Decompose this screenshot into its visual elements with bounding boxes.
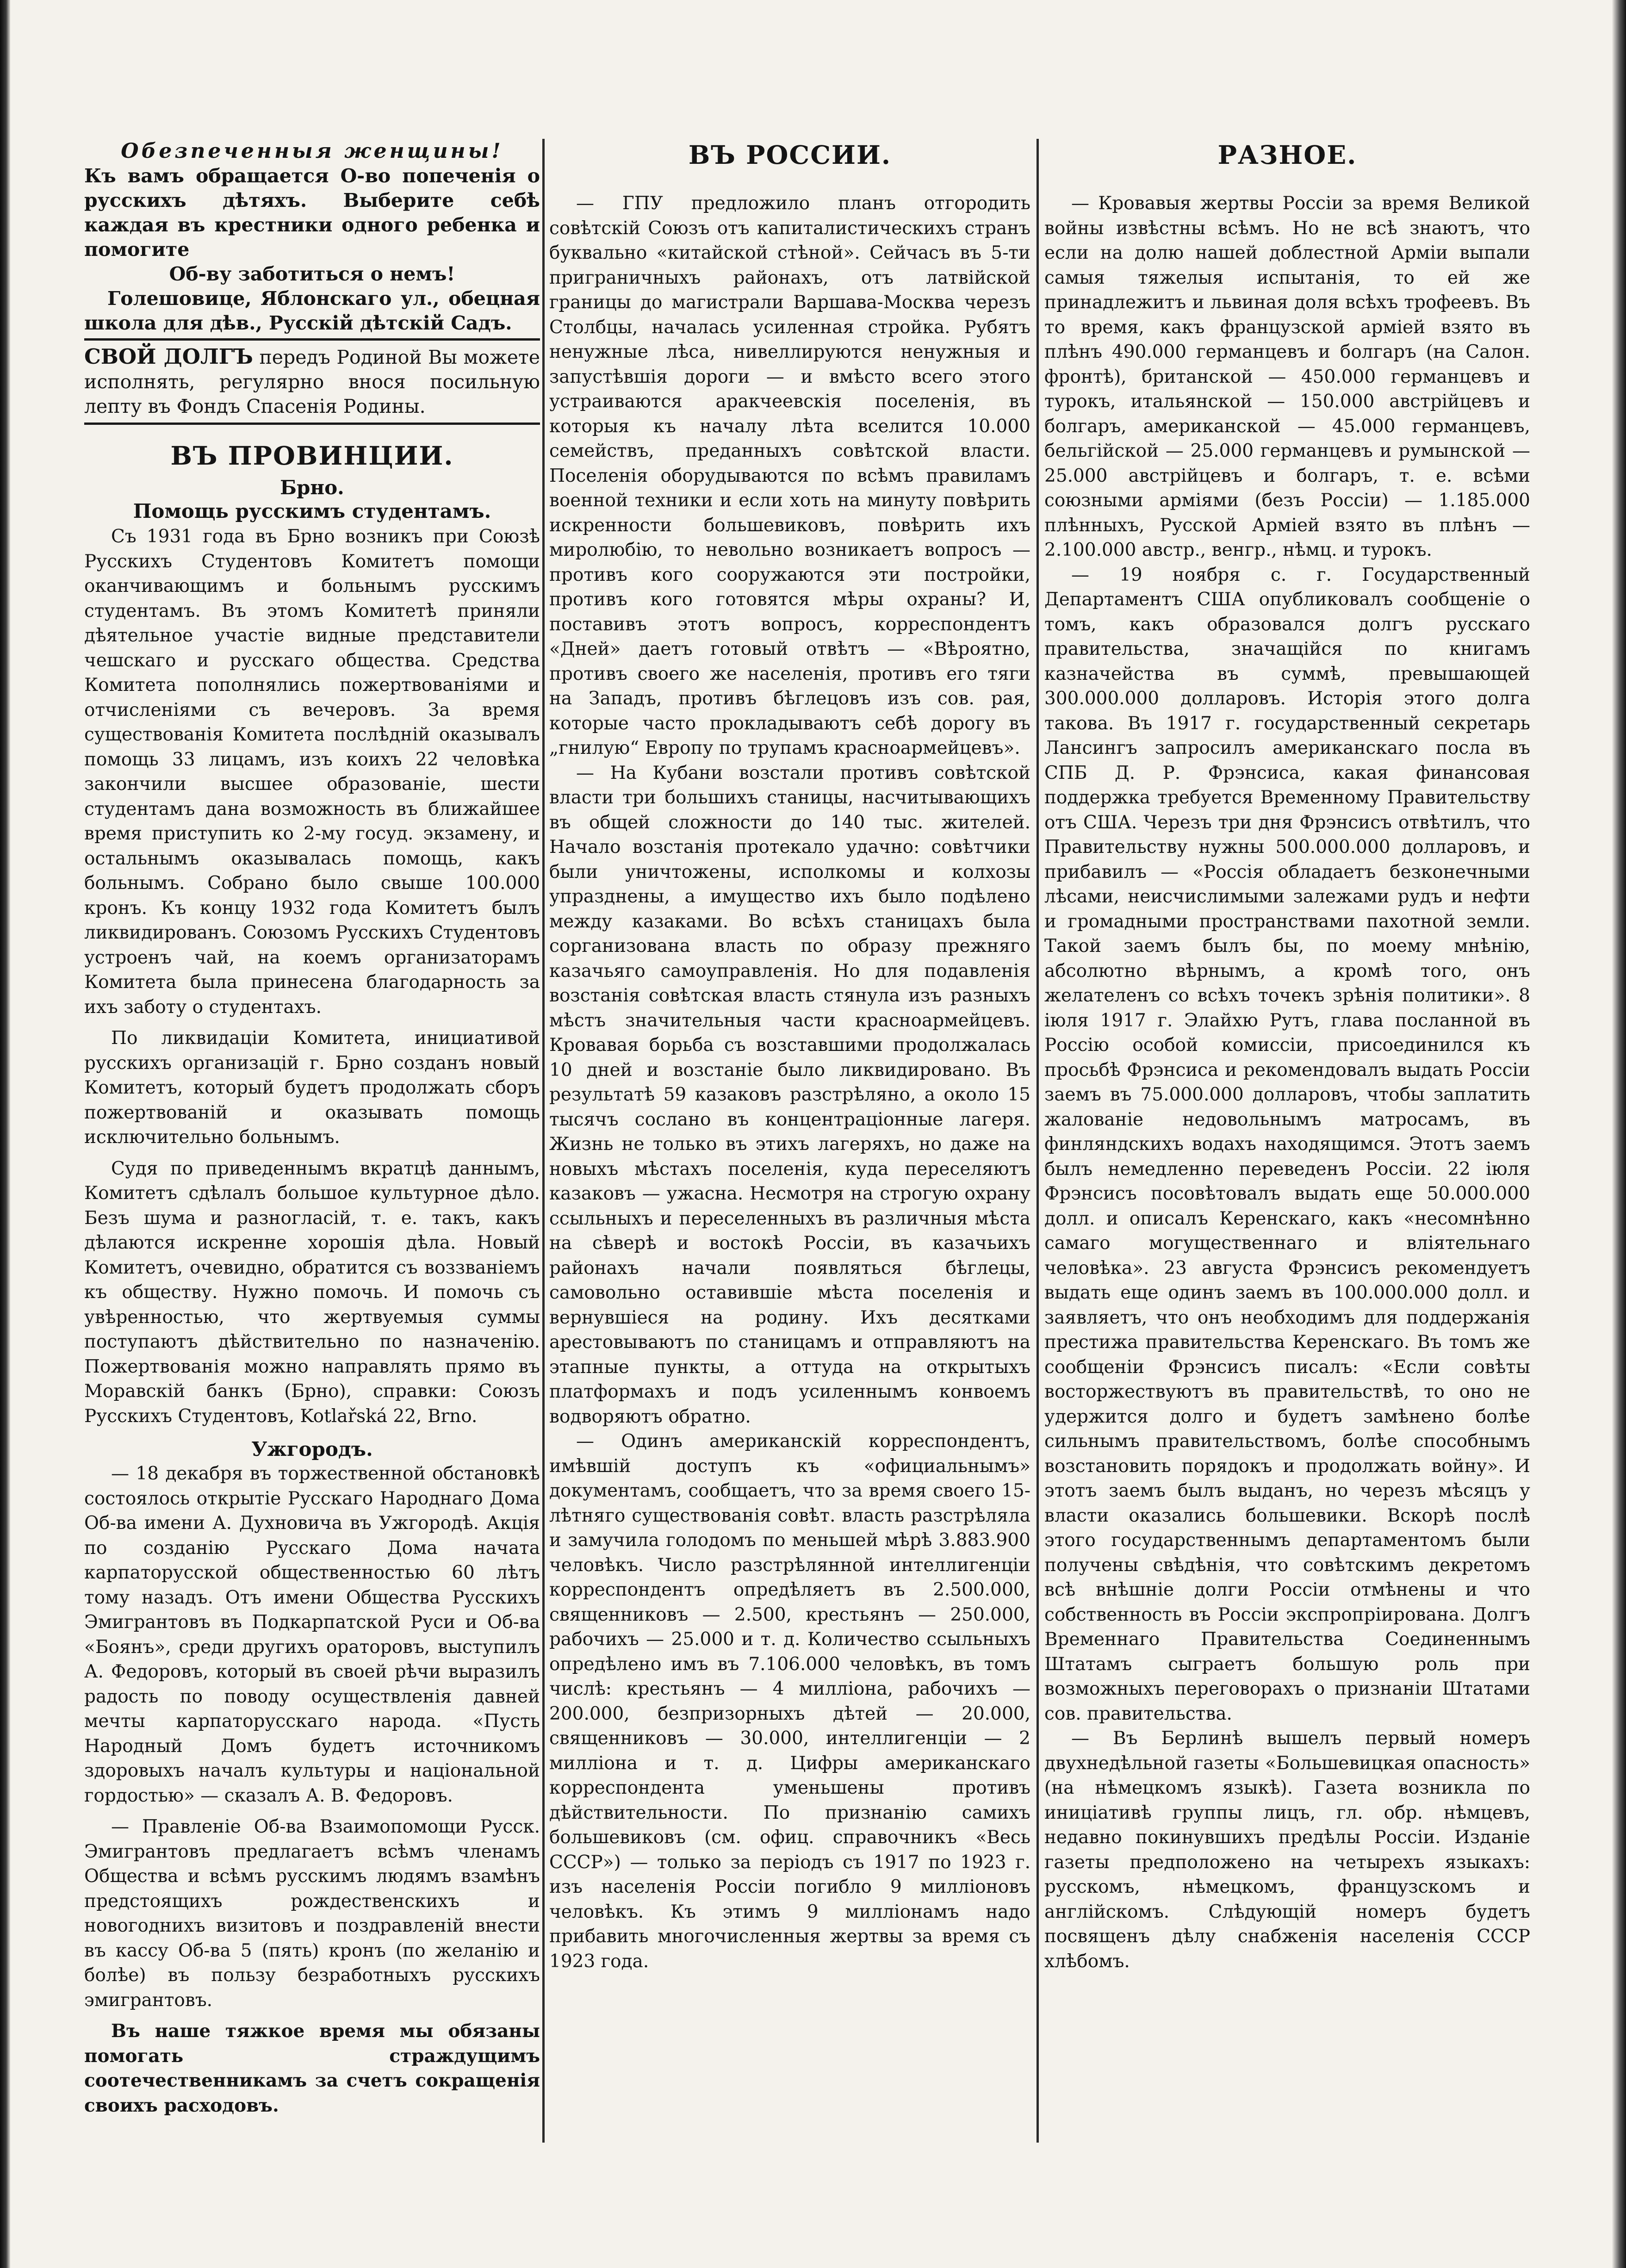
article-paragraph: — 18 декабря въ торжественной обстановкѣ состоялось открытіе Русскаго Народнаго Дома Об-ва имени А. Духновича въ Ужгородѣ. Акція по созданію Русскаго Дома начата карпаторусской общественностью 60 лѣтъ тому назадъ. Отъ имени Общества Русскихъ Эмигрантовъ въ Подкарпатской Руси и Об-ва «Боянъ», среди другихъ ораторовъ, выступилъ А. Федоровъ, который въ своей рѣчи выразилъ радость по поводу осуществленія давней мечты карпаторусскаго народа. «Пусть Народный Домъ будетъ источникомъ здоровыхъ началъ культуры и національной гордостью» — сказалъ А. В. Федоровъ.: [84, 1463, 540, 1806]
appeal-body: Къ вамъ обращается О-во попеченія о русскихъ дѣтяхъ. Выберите себѣ каждая въ крестники одного ребенка и помогите: [84, 165, 540, 261]
article-paragraph: По ликвидаціи Комитета, инициативой русскихъ организацій г. Брно созданъ новый Комитетъ, который будетъ продолжать сборъ пожертвованій и оказывать помощь исключительно больнымъ.: [84, 1028, 540, 1148]
section-title-provinces: ВЪ ПРОВИНЦИИ.: [170, 441, 454, 471]
appeal-body-end: Об-ву заботиться о немъ!: [169, 263, 455, 285]
news-item: — Одинъ американскій корреспондентъ, имѣвшій доступъ къ «официальнымъ» документамъ, сообщаетъ, что за время своего 15-лѣтняго существованія совѣт. власть разстрѣляла и замучила голодомъ по меньшей мѣрѣ 3.883.900 человѣкъ. Число разстрѣлянной интеллигенціи корреспондентъ опредѣляетъ въ 2.500.000, священниковъ — 2.500, крестьянъ — 250.000, рабочихъ — 25.000 и т. д. Количество ссыльныхъ опредѣлено имъ въ 7.106.000 человѣкъ, въ томъ числѣ: крестьянъ — 4 милліона, рабочихъ — 200.000, безпризорныхъ дѣтей — 20.000, священниковъ — 30.000, интеллигенціи — 2 милліона и т. д. Цифры американскаго корреспондента уменьшены противъ дѣйствительности. По признанію самихъ большевиковъ (см. офиц. справочникъ «Весь СССР») — только за періодъ съ 1917 по 1923 г. изъ населенія Россіи погибло 9 милліоновъ человѣкъ. Къ этимъ 9 милліонамъ надо прибавить многочисленныя жертвы за время съ 1923 года.: [549, 1431, 1030, 1972]
article-title-student-aid: Помощь русскимъ студентамъ.: [133, 500, 491, 522]
news-item: — 19 ноября с. г. Государственный Департаментъ США опубликовалъ сообщеніе о томъ, какъ образовался долгъ русскаго правительства, значащійся по книгамъ казначейства въ суммѣ, превышающей 300.000.000 долларовъ. Исторія этого долга такова. Въ 1917 г. государственный секретарь Лансингъ запросилъ американскаго посла въ СПБ Д. Р. Фрэнсиса, какая финансовая поддержка требуется Временному Правительству отъ США. Черезъ три дня Фрэнсисъ отвѣтилъ, что Правительству нужны 500.000.000 долларовъ, и прибавилъ — «Россія обладаетъ безконечными лѣсами, неисчислимыми залежами рудъ и нефти и громадными пространствами пахотной земли. Такой заемъ былъ бы, по моему мнѣнію, абсолютно вѣрнымъ, а кромѣ того, онъ желателенъ со всѣхъ точекъ зрѣнія политики». 8 іюля 1917 г. Элайхю Рутъ, глава посланной въ Россію особой комиссіи, присоединился къ просьбѣ Фрэнсиса и рекомендовалъ выдать Россіи заемъ въ 75.000.000 долларовъ, чтобы заплатить жалованіе недовольнымъ матросамъ, въ финляндскихъ водахъ находящимся. Этотъ заемъ былъ немедленно переведенъ Россіи. 22 іюля Фрэнсисъ посовѣтовалъ выдать еще 50.000.000 долл. и описалъ Керенскаго, какъ «несомнѣнно самаго могущественнаго и вліятельнаго человѣка». 23 августа Фрэнсисъ рекомендуетъ выдать еще одинъ заемъ въ 100.000.000 долл. и заявляетъ, что онъ необходимъ для поддержанія престижа правительства Керенскаго. Въ томъ же сообщеніи Фрэнсисъ писалъ: «Если совѣты восторжествуютъ въ правительствѣ, то оно не удержится долго и будетъ замѣнено болѣе сильнымъ правительствомъ, болѣе способнымъ возстановить порядокъ и продолжать войну». И этотъ заемъ былъ выданъ, но черезъ мѣсяцъ у власти оказались большевики. Вскорѣ послѣ этого государственнымъ департаментомъ были получены свѣдѣнія, что совѣтскимъ декретомъ всѣ внѣшніе долги Россіи отмѣнены и что собственность въ Россіи экспропріирована. Долгъ Временнаго Правительства Соединеннымъ Штатамъ сыграетъ большую роль при возможныхъ переговорахъ о признаніи Штатами сов. правительства.: [1044, 564, 1530, 1724]
appeal-title: Обезпеченныя женщины!: [121, 139, 503, 163]
column-right: [1044, 106, 1530, 2161]
city-heading-uzhgorod: Ужгородъ.: [251, 1438, 373, 1460]
newspaper-page: [10, 0, 1616, 2268]
closing-appeal: Въ наше тяжкое время мы обязаны помогать страждущимъ соотечественникамъ за счетъ сокращенія своихъ расходовъ.: [84, 2020, 540, 2116]
scan-left-edge: [0, 0, 10, 2268]
news-item: — Кровавыя жертвы Россіи за время Великой войны извѣстны всѣмъ. Но не всѣ знаютъ, что если на долю нашей доблестной Арміи выпали самыя тяжелыя испытанія, то ей же принадлежитъ и львиная доля всѣхъ трофеевъ. Въ то время, какъ французской арміей взято въ плѣнъ 490.000 германцевъ и болгаръ (на Салон. фронтѣ), британской — 450.000 германцевъ и турокъ, итальянской — 150.000 австрійцевъ и болгаръ, американской — 45.000 германцевъ, бельгійской — 25.000 германцевъ и румынской — 25.000 австрійцевъ и болгаръ, т. е. всѣми союзными арміями (безъ Россіи) — 1.185.000 плѣнныхъ, Русской Арміей взято въ плѣнъ — 2.100.000 австр., венгр., нѣмц. и турокъ.: [1044, 193, 1530, 560]
news-item: — На Кубани возстали противъ совѣтской власти три большихъ станицы, насчитывающихъ въ общей сложности до 140 тыс. жителей. Начало возстанія протекало удачно: совѣтчики были уничтожены, исполкомы и колхозы упразднены, а имущество ихъ было подѣлено между казаками. Во всѣхъ станицахъ была сорганизована власть по образу прежняго казачьяго самоуправленія. Но для подавленія возстанія совѣтская власть стянула изъ разныхъ мѣстъ значительныя части красноармейцевъ. Кровавая борьба съ возставшими продолжалась 10 дней и возстаніе было ликвидировано. Въ результатѣ 59 казаковъ разстрѣляно, а около 15 тысячъ сослано въ концентраціонные лагеря. Жизнь не только въ этихъ лагеряхъ, но даже на новыхъ мѣстахъ поселенія, куда переселяютъ казаковъ — ужасна. Несмотря на строгую охрану ссыльныхъ и переселенныхъ въ различныя мѣста на сѣверѣ и востокѣ Россіи, въ казачьихъ районахъ начали появляться бѣглецы, самовольно оставившіе мѣста поселенія и вернувшіеся на родину. Ихъ десятками арестовываютъ по станицамъ и отправляютъ на этапные пункты, а оттуда на открытыхъ платформахъ и подъ усиленнымъ конвоемъ водворяютъ обратно.: [549, 762, 1030, 1427]
duty-text: передъ Родиной Вы можете исполнять, регулярно внося посильную лепту въ Фондъ Спасенія Родины.: [84, 346, 540, 417]
appeal-block: [84, 139, 540, 425]
scan-right-edge: [1612, 0, 1626, 2268]
article-paragraph: Съ 1931 года въ Брно возникъ при Союзѣ Русскихъ Студентовъ Комитетъ помощи оканчивающимъ и больнымъ русскимъ студентамъ. Въ этомъ Комитетѣ приняли дѣятельное участіе видные представители чешскаго и русскаго общества. Средства Комитета пополнялись пожертвованіями и отчисленіями съ вечеровъ. За время существованія Комитета послѣдній оказывалъ помощь 33 лицамъ, изъ коихъ 22 человѣка закончили высшее образованіе, шести студентамъ дана возможность въ ближайшее время приступить ко 2-му госуд. экзамену, и остальнымъ оказывалась помощь, какъ больнымъ. Собрано было свыше 100.000 кронъ. Къ концу 1932 года Комитетъ былъ ликвидированъ. Союзомъ Русскихъ Студентовъ устроенъ чай, на коемъ организаторамъ Комитета была принесена благодарность за ихъ заботу о студентахъ.: [84, 526, 540, 1018]
column-divider-1: [542, 139, 545, 2143]
article-paragraph: Судя по приведеннымъ вкратцѣ даннымъ, Комитетъ сдѣлалъ большое культурное дѣло. Безъ шума и разногласій, т. е. такъ, какъ дѣлаются искренне хорошія дѣла. Новый Комитетъ, очевидно, обратится съ воззваніемъ къ обществу. Нужно помочь. И помочь съ увѣренностью, что жертвуемыя суммы поступаютъ дѣйствительно по назначенію. Пожертвованія можно направлять прямо въ Моравскій банкъ (Брно), справки: Союзъ Русскихъ Студентовъ, Kotlařská 22, Brno.: [84, 1158, 540, 1427]
section-title-russia: ВЪ РОССИИ.: [688, 140, 892, 170]
article-paragraph: — Правленіе Об-ва Взаимопомощи Русск. Эмигрантовъ предлагаетъ всѣмъ членамъ Общества и всѣмъ русскимъ людямъ взамѣнъ предстоящихъ рождественскихъ и новогоднихъ визитовъ и поздравленій внести въ кассу Об-ва 5 (пять) кронъ (по желанію и болѣе) въ пользу безработныхъ русскихъ эмигрантовъ.: [84, 1816, 540, 2011]
appeal-address: Голешовице, Яблонскаго ул., обецная школа для дѣв., Русскій дѣтскій Садъ.: [84, 286, 540, 341]
column-middle: [549, 106, 1030, 2161]
duty-lead: СВОЙ ДОЛГЪ: [84, 344, 253, 369]
city-heading-brno: Брно.: [280, 476, 344, 499]
column-divider-2: [1036, 139, 1039, 2143]
news-item: — ГПУ предложило планъ отгородить совѣтскій Союзъ отъ капиталистическихъ странъ буквально «китайской стѣной». Сейчасъ въ 5-ти приграничныхъ районахъ, отъ латвійской границы до магистрали Варшава-Москва черезъ Столбцы, началась усиленная стройка. Рубятъ ненужные лѣса, нивеллируются ненужныя и запустѣвшія дороги — и вмѣсто всего этого устраиваются аракчеевскія поселенія, въ которыя къ началу лѣта вселится 10.000 семействъ, преданныхъ совѣтской власти. Поселенія оборудываются по всѣмъ правиламъ военной техники и если хоть на минуту повѣрить искренности большевиковъ, повѣрить ихъ миролюбію, то невольно возникаетъ вопросъ — противъ кого сооружаются эти постройки, противъ кого готовятся мѣры охраны? И, поставивъ этотъ вопросъ, корреспондентъ «Дней» даетъ готовый отвѣтъ — «Вѣроятно, противъ своего же населенія, противъ его тяги на Западъ, противъ бѣглецовъ изъ сов. рая, которые часто прокладываютъ себѣ дорогу въ „гнилую“ Европу по трупамъ красноармейцевъ».: [549, 193, 1030, 758]
section-title-misc: РАЗНОЕ.: [1217, 140, 1357, 170]
news-item: — Въ Берлинѣ вышелъ первый номеръ двухнедѣльной газеты «Большевицкая опасность» (на нѣмецкомъ языкѣ). Газета возникла по иниціативѣ группы лицъ, гл. обр. нѣмцевъ, недавно покинувшихъ предѣлы Россіи. Изданіе газеты предположено на четырехъ языкахъ: русскомъ, нѣмецкомъ, французскомъ и англійскомъ. Слѣдующій номеръ будетъ посвященъ дѣлу снабженія населенія СССР хлѣбомъ.: [1044, 1728, 1530, 1972]
column-left: [84, 106, 540, 2161]
duty-notice: [84, 341, 540, 425]
